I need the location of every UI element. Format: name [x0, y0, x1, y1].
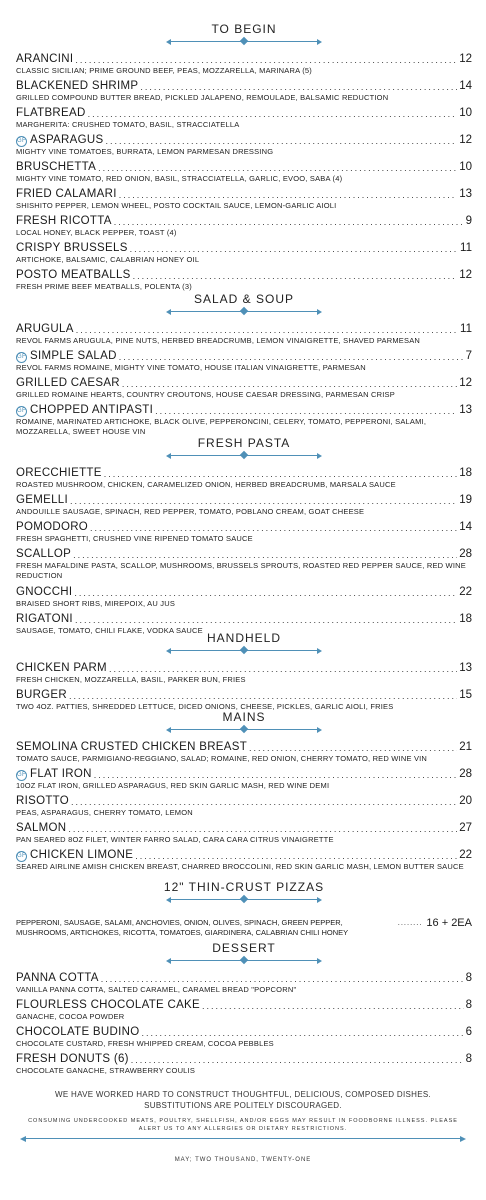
menu-section [16, 436, 472, 639]
menu-item-description: ROMAINE, MARINATED ARTICHOKE, BLACK OLIVE, PEPPERONCINI, CELERY, TOMATO, PEPPERONI, SALAMI, MOZZARELLA, SWEET HOUSE VIN [16, 417, 427, 436]
leader-dots [68, 823, 457, 835]
menu-item-row [16, 585, 472, 599]
menu-item [16, 106, 472, 133]
menu-item-name-text: POMODORO [16, 521, 89, 533]
menu-item-description: GRILLED COMPOUND BUTTER BREAD, PICKLED JALAPENO, REMOULADE, BALSAMIC REDUCTION [16, 93, 389, 102]
menu-item-name [16, 79, 138, 93]
menu-item-description: FRESH MAFALDINE PASTA, SCALLOP, MUSHROOMS, BRUSSELS SPROUTS, ROASTED RED PEPPER SAUCE, RED WINE REDUCTION [16, 561, 466, 580]
menu-item-price: 20 [459, 795, 472, 807]
menu-item-row [16, 688, 472, 702]
menu-item-name [16, 403, 153, 417]
menu-item-price: 8 [465, 972, 472, 984]
menu-item-name [16, 767, 92, 781]
section-heading: FRESH PASTA [197, 436, 291, 450]
menu-item-price: 18 [459, 467, 472, 479]
menu-item-name-text: FLOURLESS CHOCOLATE CAKE [16, 999, 201, 1011]
leader-dots [94, 769, 458, 781]
menu-item-name-text: SALMON [16, 822, 67, 834]
menu-item [16, 160, 472, 187]
menu-item-description: ANDOUILLE SAUSAGE, SPINACH, RED PEPPER, TOMATO, POBLANO CREAM, GOAT CHEESE [16, 507, 365, 516]
menu-item-name-text: SIMPLE SALAD [30, 350, 117, 362]
leader-dots [141, 1027, 463, 1039]
pizza-toppings-line-2 [16, 928, 472, 938]
menu-item [16, 187, 472, 214]
menu-item-name-text: SEMOLINA CRUSTED CHICKEN BREAST [16, 741, 248, 753]
menu-item-description: SAUSAGE, TOMATO, CHILI FLAKE, VODKA SAUCE [16, 626, 203, 635]
leader-dots [70, 495, 457, 507]
menu-item-name-text: GNOCCHI [16, 586, 73, 598]
menu-item [16, 268, 472, 295]
menu-item-name [16, 106, 86, 120]
leader-dots [109, 663, 457, 675]
menu-item-name-text: FRESH DONUTS (6) [16, 1053, 129, 1065]
leader-dots [73, 549, 457, 561]
menu-item [16, 661, 472, 688]
leader-dots [119, 189, 458, 201]
menu-item-description: FRESH SPAGHETTI, CRUSHED VINE RIPENED TOMATO SAUCE [16, 534, 253, 543]
menu-item-row [16, 1025, 472, 1039]
menu-item-price: 12 [459, 377, 472, 389]
section-divider [169, 957, 319, 965]
menu-item-name-text: PANNA COTTA [16, 972, 99, 984]
menu-item-name [16, 971, 99, 985]
menu-item-price: 27 [459, 822, 472, 834]
menu-item-name [16, 520, 88, 534]
menu-item-name-text: CHICKEN PARM [16, 662, 107, 674]
menu-item-row [16, 214, 472, 228]
menu-item-price: 12 [459, 134, 472, 146]
menu-item-name [16, 268, 131, 282]
pizza-price: 16 + 2EA [426, 917, 472, 929]
gluten-free-icon: GF [16, 770, 27, 781]
leader-dots [74, 587, 457, 599]
menu-item-name [16, 740, 247, 754]
menu-item-row [16, 322, 472, 336]
menu-item-row [16, 160, 472, 174]
pizza-toppings-2: MUSHROOMS, ARTICHOKES, RICOTTA, TOMATOES, GIARDINERA, CALABRIAN CHILI HONEY [16, 928, 349, 937]
leader-dots [202, 1000, 464, 1012]
leader-dots [98, 162, 457, 174]
substitution-note: WE HAVE WORKED HARD TO CONSTRUCT THOUGHTFUL, DELICIOUS, COMPOSED DISHES. SUBSTITUTIONS ARE POLITELY DISCOURAGED. [54, 1090, 431, 1110]
menu-section [16, 631, 472, 715]
menu-item-row [16, 1052, 472, 1066]
menu-item-name [16, 612, 73, 626]
menu-item-row [16, 767, 472, 781]
menu-item-name [16, 376, 120, 390]
menu-item-name [16, 160, 96, 174]
menu-item-name-text: GRILLED CAESAR [16, 377, 120, 389]
menu-item-description: TOMATO SAUCE, PARMIGIANO-REGGIANO, SALAD; ROMAINE, RED ONION, CHERRY TOMATO, RED WINE VIN [16, 754, 428, 763]
menu-item-row [16, 268, 472, 282]
menu-item [16, 241, 472, 268]
section-divider [169, 38, 319, 46]
menu-item [16, 585, 472, 612]
leader-dots [69, 690, 457, 702]
menu-item [16, 971, 472, 998]
dessert-section [16, 941, 472, 1079]
menu-item-name-text: GEMELLI [16, 494, 68, 506]
menu-item-description: SHISHITO PEPPER, LEMON WHEEL, POSTO COCKTAIL SAUCE, LEMON-GARLIC AIOLI [16, 201, 337, 210]
menu-item-name [16, 349, 117, 363]
gluten-free-icon: GF [16, 406, 27, 417]
menu-item-name-text: RISOTTO [16, 795, 70, 807]
menu-item-description: CHOCOLATE GANACHE, STRAWBERRY COULIS [16, 1066, 196, 1075]
leader-dots [76, 324, 458, 336]
menu-item-row [16, 998, 472, 1012]
menu-item-row [16, 79, 472, 93]
menu-item [16, 322, 472, 349]
menu-item-name [16, 187, 117, 201]
menu-item-name-text: FRESH RICOTTA [16, 215, 112, 227]
leader-dots [122, 378, 457, 390]
menu-item-name-text: BRUSCHETTA [16, 161, 97, 173]
leader-dots [104, 468, 457, 480]
menu-item-price: 14 [459, 521, 472, 533]
footer-divider [20, 1135, 466, 1143]
leader-dots [133, 270, 458, 282]
menu-item-description: FRESH CHICKEN, MOZZARELLA, BASIL, PARKER BUN, FRIES [16, 675, 246, 684]
menu-item-name [16, 322, 74, 336]
menu-item-row [16, 547, 472, 561]
menu-item-row [16, 241, 472, 255]
menu-item-name-text: ASPARAGUS [30, 134, 104, 146]
leader-dots [119, 351, 464, 363]
menu-item-name [16, 998, 200, 1012]
menu-item-price: 13 [459, 662, 472, 674]
menu-item-price: 12 [459, 53, 472, 65]
menu-item-description: FRESH PRIME BEEF MEATBALLS, POLENTA (3) [16, 282, 192, 291]
menu-item-name [16, 52, 73, 66]
menu-item-name [16, 848, 133, 862]
section-divider [169, 452, 319, 460]
menu-item-description: LOCAL HONEY, BLACK PEPPER, TOAST (4) [16, 228, 177, 237]
menu-item-name-text: FLAT IRON [30, 768, 92, 780]
menu-item [16, 520, 472, 547]
menu-section [16, 22, 472, 295]
menu-item-price: 19 [459, 494, 472, 506]
menu-item-name-text: ARANCINI [16, 53, 74, 65]
menu-item-price: 12 [459, 269, 472, 281]
menu-item-name-text: POSTO MEATBALLS [16, 269, 131, 281]
menu-item [16, 349, 472, 376]
menu-item-row [16, 52, 472, 66]
menu-item-description: CLASSIC SICILIAN; PRIME GROUND BEEF, PEAS, MOZZARELLA, MARINARA (5) [16, 66, 312, 75]
menu-item-name [16, 493, 68, 507]
menu-item-name [16, 821, 66, 835]
section-divider [169, 726, 319, 734]
menu-item-name-text: FRIED CALAMARI [16, 188, 117, 200]
menu-item-name [16, 1025, 139, 1039]
menu-item-name-text: SCALLOP [16, 548, 72, 560]
menu-item-price: 8 [465, 1053, 472, 1065]
menu-item-description: MIGHTY VINE TOMATO, RED ONION, BASIL, STRACCIATELLA, GARLIC, EVOO, SABA (4) [16, 174, 343, 183]
menu-item [16, 214, 472, 241]
menu-item-row [16, 971, 472, 985]
leader-dots [75, 614, 457, 626]
pizza-toppings-line [16, 918, 472, 928]
menu-item-description: TWO 4OZ. PATTIES, SHREDDED LETTUCE, DICED ONIONS, CHEESE, PICKLES, GARLIC AIOLI, FRIES [16, 702, 394, 711]
menu-item-name [16, 547, 71, 561]
menu-item-name [16, 241, 128, 255]
menu-item-description: GANACHE, COCOA POWDER [16, 1012, 125, 1021]
menu-item-description: ROASTED MUSHROOM, CHICKEN, CARAMELIZED ONION, HERBED BREADCRUMB, MARSALA SAUCE [16, 480, 396, 489]
menu-item-name [16, 214, 112, 228]
menu-item-description: PAN SEARED 8OZ FILET, WINTER FARRO SALAD, CARA CARA CITRUS VINAIGRETTE [16, 835, 334, 844]
menu-section [16, 710, 472, 886]
leader-dots [130, 243, 458, 255]
menu-item-row [16, 794, 472, 808]
menu-item [16, 466, 472, 493]
menu-item-row [16, 520, 472, 534]
menu-item-description: BRAISED SHORT RIBS, MIREPOIX, AU JUS [16, 599, 176, 608]
menu-item-name [16, 661, 107, 675]
menu-item-description: 10OZ FLAT IRON, GRILLED ASPARAGUS, RED SKIN GARLIC MASH, RED WINE DEMI [16, 781, 330, 790]
menu-item-row [16, 187, 472, 201]
menu-item-description: GRILLED ROMAINE HEARTS, COUNTRY CROUTONS, HOUSE CAESAR DRESSING, PARMESAN CRISP [16, 390, 395, 399]
menu-footer [20, 1089, 466, 1163]
menu-date: MAY; TWO THOUSAND, TWENTY-ONE [174, 1157, 312, 1163]
section-divider [169, 896, 319, 904]
menu-item-row [16, 403, 472, 417]
menu-item [16, 740, 472, 767]
menu-item-name-text: CHOPPED ANTIPASTI [30, 404, 154, 416]
pizza-section [16, 880, 472, 938]
gluten-free-icon: GF [16, 136, 27, 147]
menu-item-price: 18 [459, 613, 472, 625]
menu-item [16, 794, 472, 821]
menu-item-name-text: CHICKEN LIMONE [30, 849, 134, 861]
menu-item-name [16, 466, 102, 480]
menu-item-row [16, 349, 472, 363]
menu-item-price: 11 [460, 242, 472, 254]
menu-item-row [16, 612, 472, 626]
gluten-free-icon: GF [16, 352, 27, 363]
pizza-dots: ........ [397, 918, 423, 927]
menu-item-row [16, 376, 472, 390]
menu-item-description: VANILLA PANNA COTTA, SALTED CARAMEL, CARAMEL BREAD "POPCORN" [16, 985, 297, 994]
menu-item [16, 767, 472, 794]
menu-item-row [16, 493, 472, 507]
pizza-toppings: PEPPERONI, SAUSAGE, SALAMI, ANCHOVIES, ONION, OLIVES, SPINACH, GREEN PEPPER, [16, 918, 343, 927]
menu-item-price: 22 [459, 586, 472, 598]
menu-item-price: 11 [460, 323, 472, 335]
menu-item-name-text: CRISPY BRUSSELS [16, 242, 128, 254]
menu-item [16, 493, 472, 520]
leader-dots [155, 405, 457, 417]
menu-item-name [16, 1052, 129, 1066]
leader-dots [140, 81, 457, 93]
menu-item-description: MIGHTY VINE TOMATOES, BURRATA, LEMON PARMESAN DRESSING [16, 147, 274, 156]
menu-item-name-text: ARUGULA [16, 323, 74, 335]
menu-item-description: REVOL FARMS ROMAINE, MIGHTY VINE TOMATO, HOUSE ITALIAN VINAIGRETTE, PARMESAN [16, 363, 366, 372]
leader-dots [131, 1054, 464, 1066]
section-divider [169, 647, 319, 655]
leader-dots [114, 216, 464, 228]
section-heading: TO BEGIN [211, 22, 277, 36]
menu-item [16, 821, 472, 848]
menu-item-description: SEARED AIRLINE AMISH CHICKEN BREAST, CHARRED BROCCOLINI, RED SKIN GARLIC MASH, LEMON BUTTER SAUCE [16, 862, 464, 871]
menu-item-row [16, 133, 472, 147]
leader-dots [249, 742, 457, 754]
menu-item [16, 79, 472, 106]
menu-item-price: 8 [465, 999, 472, 1011]
leader-dots [71, 796, 457, 808]
menu-item-name [16, 688, 67, 702]
menu-item-price: 10 [459, 161, 472, 173]
menu-item-name [16, 585, 72, 599]
menu-item-row [16, 740, 472, 754]
menu-item-name [16, 133, 103, 147]
menu-item [16, 547, 472, 585]
menu-item-price: 7 [465, 350, 472, 362]
section-heading: HANDHELD [206, 631, 281, 645]
menu-item [16, 1025, 472, 1052]
leader-dots [135, 850, 457, 862]
gluten-free-icon: GF [16, 851, 27, 862]
menu-item [16, 998, 472, 1025]
menu-item-description: REVOL FARMS ARUGULA, PINE NUTS, HERBED BREADCRUMB, LEMON VINAIGRETTE, SHAVED PARMESAN [16, 336, 421, 345]
menu-item-price: 28 [459, 768, 472, 780]
menu-item-price: 13 [459, 404, 472, 416]
menu-item-price: 13 [459, 188, 472, 200]
menu-section [16, 292, 472, 441]
menu-item-name-text: BURGER [16, 689, 68, 701]
menu-item-price: 28 [459, 548, 472, 560]
menu-item-name [16, 794, 69, 808]
menu-item-price: 22 [459, 849, 472, 861]
menu-item-name-text: BLACKENED SHRIMP [16, 80, 139, 92]
menu-item-row [16, 106, 472, 120]
menu-item-row [16, 466, 472, 480]
leader-dots [75, 54, 457, 66]
menu-item-description: ARTICHOKE, BALSAMIC, CALABRIAN HONEY OIL [16, 255, 200, 264]
leader-dots [101, 973, 464, 985]
section-heading: SALAD & SOUP [193, 292, 295, 306]
menu-item-description: PEAS, ASPARAGUS, CHERRY TOMATO, LEMON [16, 808, 193, 817]
health-warning: CONSUMING UNDERCOOKED MEATS, POULTRY, SHELLFISH, AND/OR EGGS MAY RESULT IN FOODBORNE ILLNESS. PLEASE ALERT US TO ANY ALLERGIES OR DIETARY RESTRICTIONS. [28, 1118, 458, 1132]
leader-dots [88, 108, 458, 120]
menu-item-price: 15 [459, 689, 472, 701]
leader-dots [90, 522, 457, 534]
menu-item [16, 133, 472, 160]
menu-item-name-text: RIGATONI [16, 613, 73, 625]
menu-item-price: 21 [459, 741, 472, 753]
menu-item-row [16, 821, 472, 835]
menu-item-description: CHOCOLATE CUSTARD, FRESH WHIPPED CREAM, COCOA PEBBLES [16, 1039, 274, 1048]
section-heading: DESSERT [212, 941, 276, 955]
menu-item-price: 6 [465, 1026, 472, 1038]
menu-item-price: 14 [459, 80, 472, 92]
menu-item [16, 376, 472, 403]
menu-item [16, 52, 472, 79]
section-heading: 12" THIN-CRUST PIZZAS [163, 880, 325, 894]
section-divider [169, 308, 319, 316]
leader-dots [105, 135, 457, 147]
menu-item-row [16, 661, 472, 675]
section-heading: MAINS [222, 710, 266, 724]
menu-item-row [16, 848, 472, 862]
menu-item [16, 1052, 472, 1079]
menu-item-description: MARGHERITA: CRUSHED TOMATO, BASIL, STRACCIATELLA [16, 120, 240, 129]
menu-item-name-text: CHOCOLATE BUDINO [16, 1026, 140, 1038]
menu-item-name-text: FLATBREAD [16, 107, 86, 119]
menu-item-price: 9 [465, 215, 472, 227]
menu-item-price: 10 [459, 107, 472, 119]
menu-item-name-text: ORECCHIETTE [16, 467, 102, 479]
